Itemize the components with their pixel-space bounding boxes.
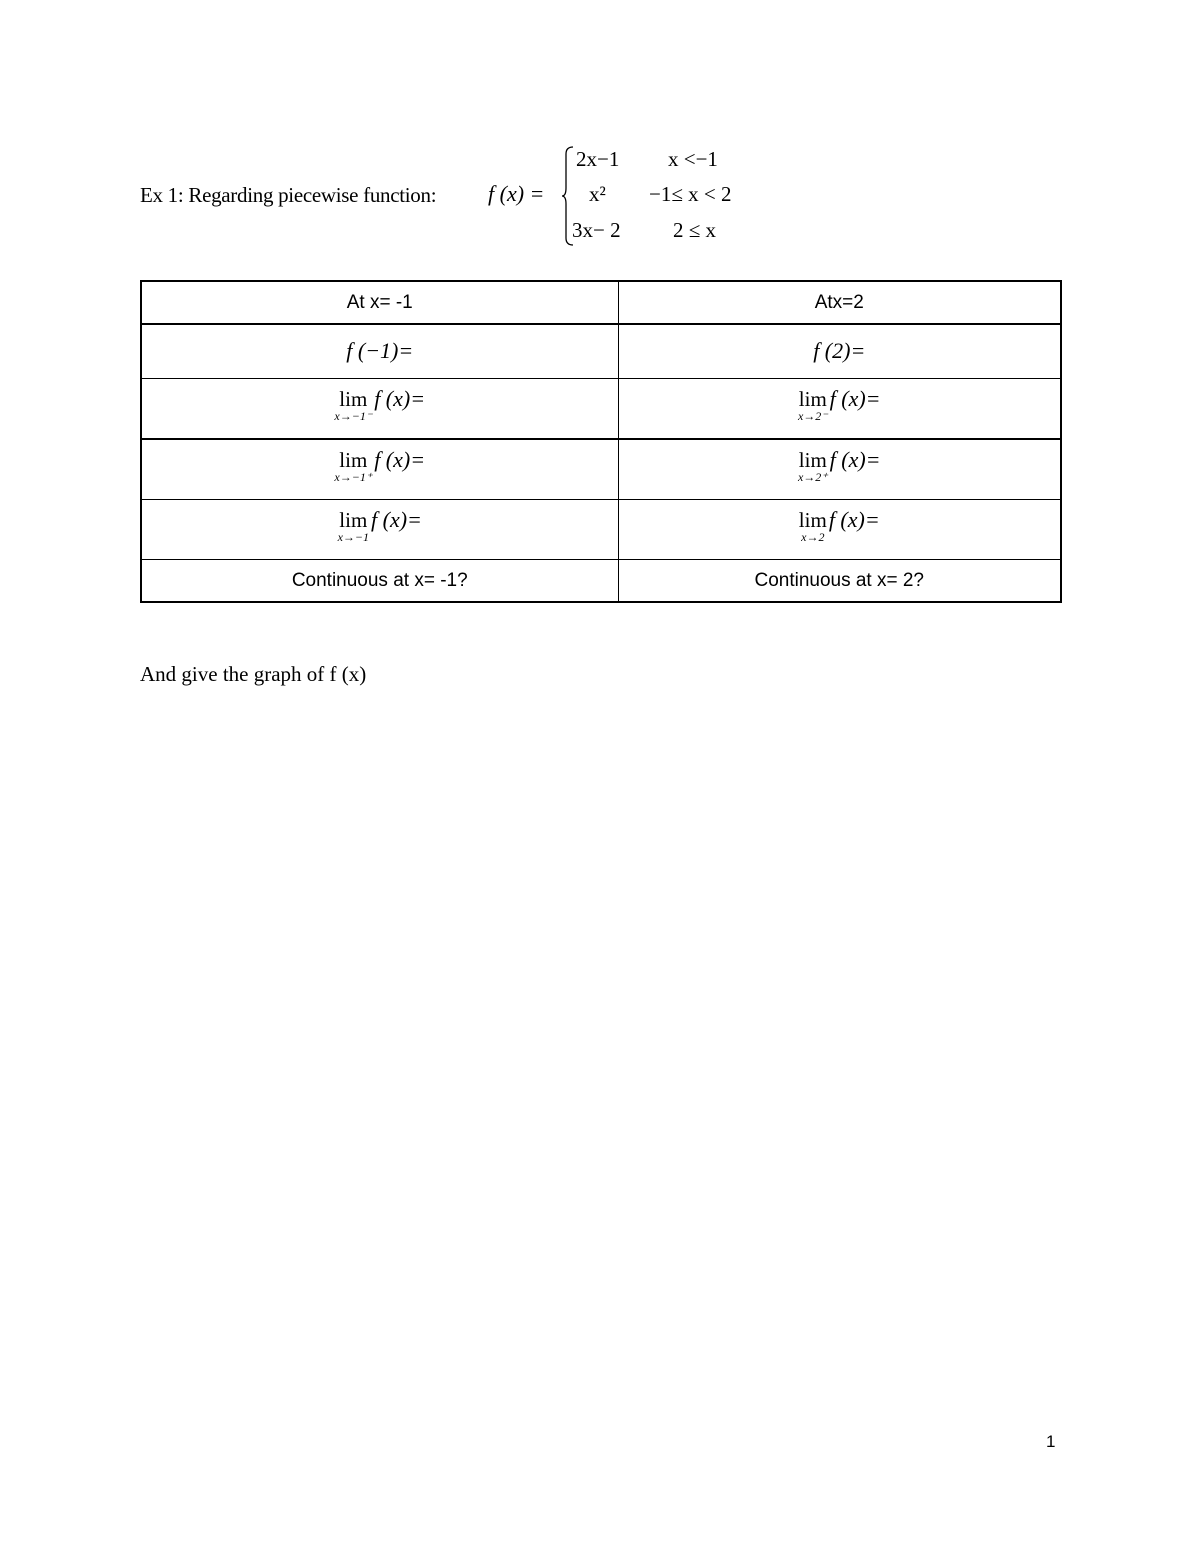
- lim-word: lim: [798, 508, 827, 532]
- lim-word: lim: [798, 387, 827, 411]
- lim-expr: f (x)=: [829, 386, 881, 411]
- header-right: Atx=2: [618, 281, 1061, 324]
- table-row: [141, 324, 1061, 379]
- continuity-table: [140, 280, 1062, 603]
- left-limit-cell-minus1[interactable]: [141, 379, 618, 440]
- problem-statement: [140, 183, 436, 208]
- case-3-expr: 3x− 2: [572, 218, 621, 242]
- table-footer-row: [141, 560, 1061, 603]
- case-3-condition: 2 ≤ x: [673, 218, 717, 242]
- table-row: [141, 379, 1061, 440]
- right-limit-cell-minus1[interactable]: [141, 439, 618, 500]
- lim-subscript: x→2: [801, 530, 825, 544]
- lim-subscript: x→2⁻: [797, 409, 828, 423]
- case-1-expr: 2x−1: [576, 147, 620, 171]
- table-row: [141, 500, 1061, 560]
- lim-subscript: x→−1⁺: [334, 470, 373, 484]
- value-expr-right: f (2)=: [813, 338, 866, 363]
- lim-word: lim: [798, 448, 827, 472]
- case-2-expr: x²: [589, 182, 606, 206]
- problem-label: Ex 1: Regarding piecewise function:: [140, 183, 437, 207]
- table-header-row: [141, 281, 1061, 324]
- value-cell-right[interactable]: [618, 324, 1061, 379]
- lim-expr: f (x)=: [374, 386, 426, 411]
- case-1-condition: x <−1: [668, 147, 718, 171]
- graph-prompt: And give the graph of f (x): [140, 662, 367, 686]
- table-row: [141, 439, 1061, 500]
- lim-expr: f (x)=: [371, 507, 422, 532]
- two-sided-limit-cell-2[interactable]: [618, 500, 1061, 560]
- page-number: 1: [1046, 1432, 1056, 1451]
- left-limit-cell-2[interactable]: [618, 379, 1061, 440]
- value-cell-left[interactable]: [141, 324, 618, 379]
- lim-expr: f (x)=: [374, 447, 426, 472]
- function-head: f (x) =: [488, 181, 545, 206]
- lim-word: lim: [339, 508, 368, 532]
- lim-subscript: x→−1: [337, 530, 370, 544]
- lim-subscript: x→−1⁻: [334, 409, 373, 423]
- continuity-question-left[interactable]: Continuous at x= -1?: [141, 560, 618, 603]
- continuity-question-right[interactable]: Continuous at x= 2?: [618, 560, 1061, 603]
- case-2-condition: −1≤ x < 2: [649, 182, 732, 206]
- lim-expr: f (x)=: [829, 447, 881, 472]
- lim-subscript: x→2⁺: [797, 470, 828, 484]
- lim-expr: f (x)=: [828, 507, 880, 532]
- header-left: At x= -1: [141, 281, 618, 324]
- value-expr-left: f (−1)=: [346, 338, 414, 363]
- lim-word: lim: [339, 387, 368, 411]
- lim-word: lim: [339, 448, 368, 472]
- right-limit-cell-2[interactable]: [618, 439, 1061, 500]
- two-sided-limit-cell-minus1[interactable]: [141, 500, 618, 560]
